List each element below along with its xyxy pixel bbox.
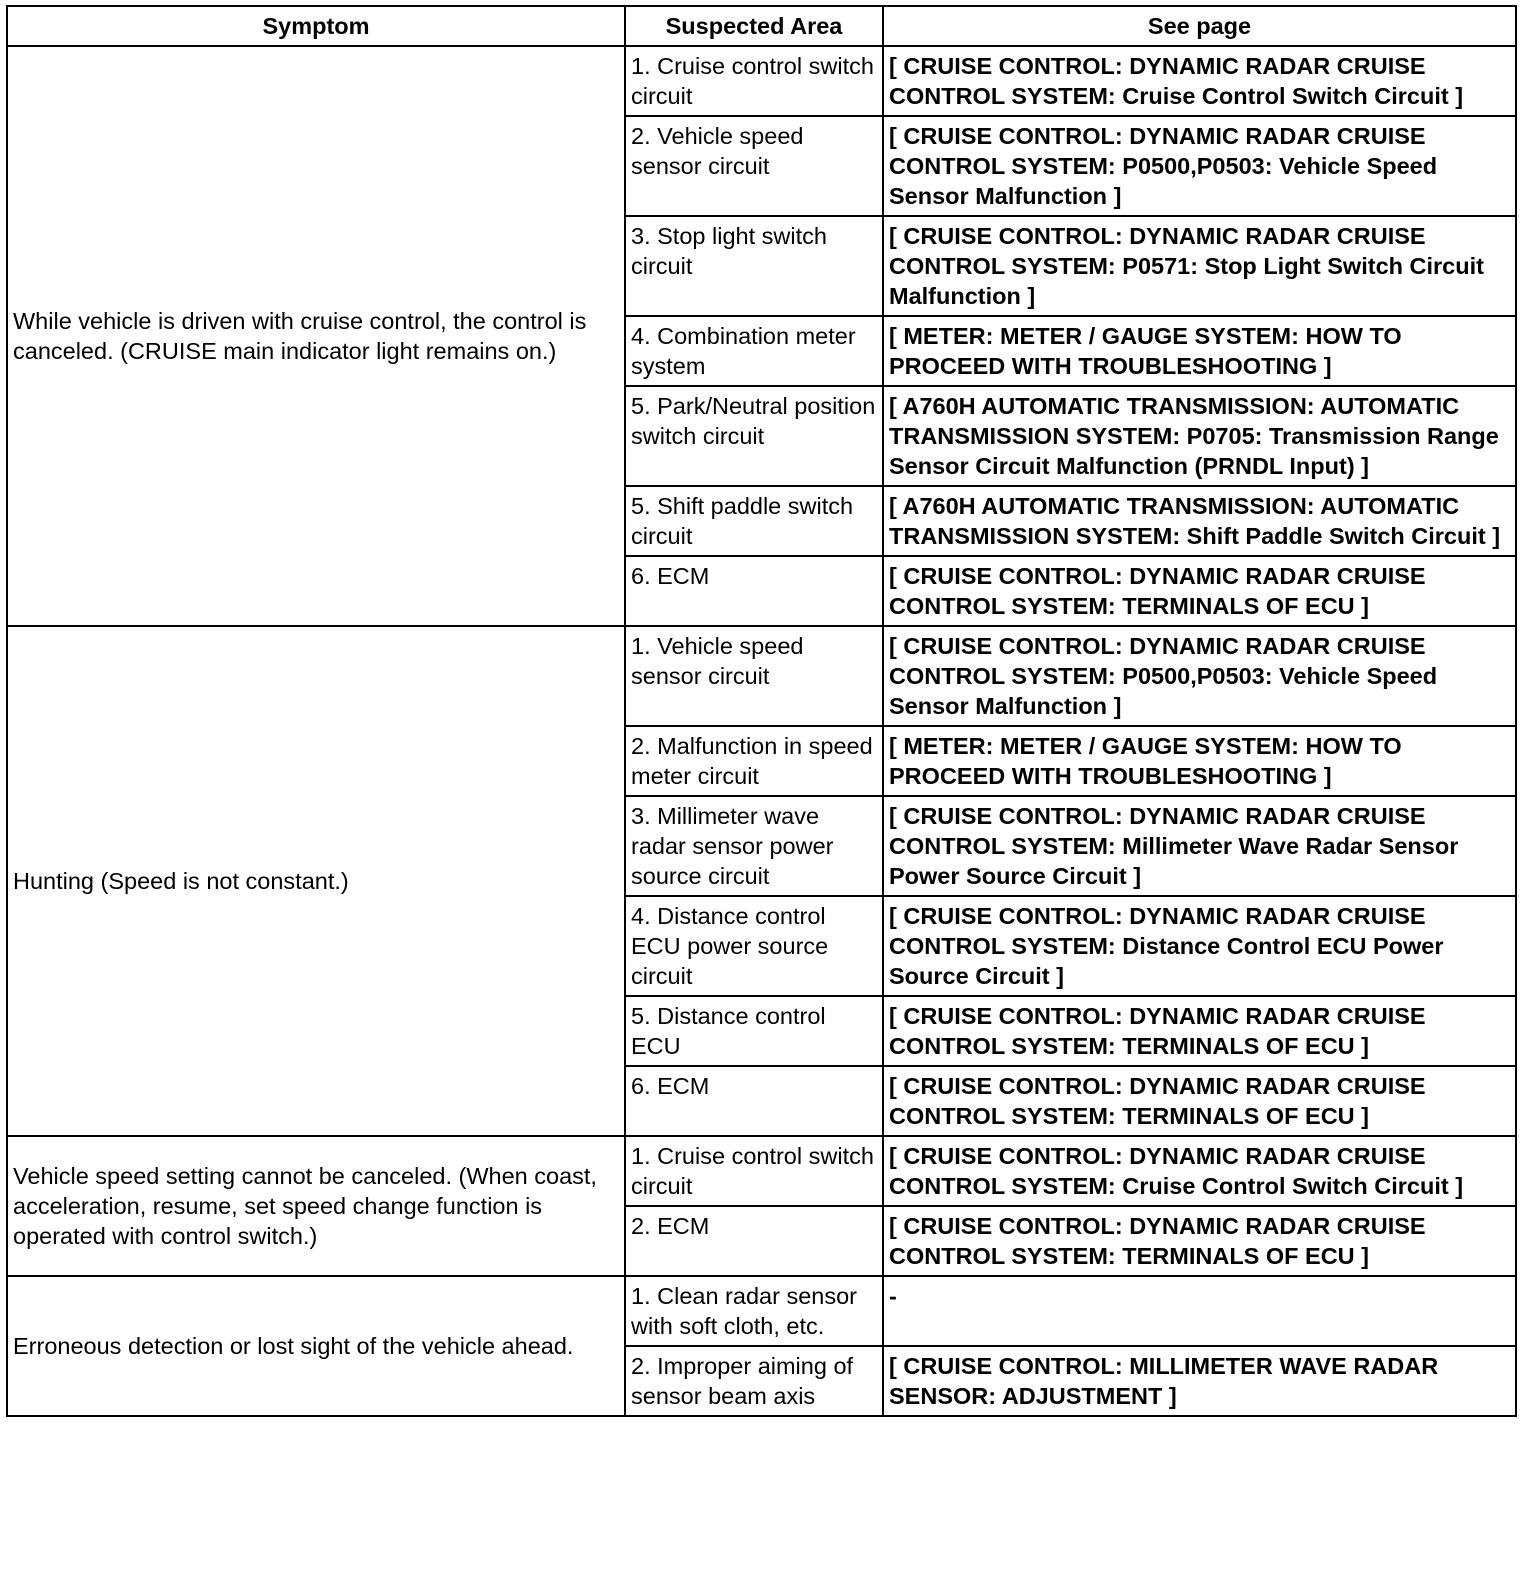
suspected-area-cell: 2. ECM — [625, 1206, 883, 1276]
symptom-cell: Erroneous detection or lost sight of the vehicle ahead. — [7, 1276, 625, 1416]
suspected-area-cell: 1. Vehicle speed sensor circuit — [625, 626, 883, 726]
header-see-page: See page — [883, 6, 1516, 46]
table-row — [7, 1276, 1516, 1346]
table-row — [7, 626, 1516, 726]
see-page-link[interactable]: [ CRUISE CONTROL: DYNAMIC RADAR CRUISE CONTROL SYSTEM: P0500,P0503: Vehicle Speed Sensor Malfunction ] — [883, 626, 1516, 726]
suspected-area-cell: 3. Stop light switch circuit — [625, 216, 883, 316]
see-page-link[interactable]: [ METER: METER / GAUGE SYSTEM: HOW TO PROCEED WITH TROUBLESHOOTING ] — [883, 726, 1516, 796]
header-row — [7, 6, 1516, 46]
see-page-link[interactable]: [ A760H AUTOMATIC TRANSMISSION: AUTOMATIC TRANSMISSION SYSTEM: P0705: Transmission Range Sensor Circuit Malfunction (PRNDL Input) ] — [883, 386, 1516, 486]
symptom-cell: Hunting (Speed is not constant.) — [7, 626, 625, 1136]
suspected-area-cell: 2. Malfunction in speed meter circuit — [625, 726, 883, 796]
suspected-area-cell: 6. ECM — [625, 1066, 883, 1136]
see-page-link[interactable]: [ CRUISE CONTROL: MILLIMETER WAVE RADAR SENSOR: ADJUSTMENT ] — [883, 1346, 1516, 1416]
see-page-link[interactable]: [ CRUISE CONTROL: DYNAMIC RADAR CRUISE CONTROL SYSTEM: TERMINALS OF ECU ] — [883, 996, 1516, 1066]
see-page-link[interactable]: [ CRUISE CONTROL: DYNAMIC RADAR CRUISE CONTROL SYSTEM: Cruise Control Switch Circuit ] — [883, 1136, 1516, 1206]
symptom-cell: Vehicle speed setting cannot be canceled. (When coast, acceleration, resume, set speed change function is operated with control switch.) — [7, 1136, 625, 1276]
see-page-link[interactable]: [ CRUISE CONTROL: DYNAMIC RADAR CRUISE CONTROL SYSTEM: TERMINALS OF ECU ] — [883, 1206, 1516, 1276]
header-symptom: Symptom — [7, 6, 625, 46]
see-page-link[interactable]: [ CRUISE CONTROL: DYNAMIC RADAR CRUISE CONTROL SYSTEM: P0571: Stop Light Switch Circuit Malfunction ] — [883, 216, 1516, 316]
table-row — [7, 46, 1516, 116]
symptom-cell: While vehicle is driven with cruise control, the control is canceled. (CRUISE main indicator light remains on.) — [7, 46, 625, 626]
see-page-link[interactable]: [ CRUISE CONTROL: DYNAMIC RADAR CRUISE CONTROL SYSTEM: Distance Control ECU Power Source Circuit ] — [883, 896, 1516, 996]
suspected-area-cell: 5. Distance control ECU — [625, 996, 883, 1066]
suspected-area-cell: 4. Distance control ECU power source circuit — [625, 896, 883, 996]
suspected-area-cell: 2. Vehicle speed sensor circuit — [625, 116, 883, 216]
see-page-link[interactable]: [ CRUISE CONTROL: DYNAMIC RADAR CRUISE CONTROL SYSTEM: P0500,P0503: Vehicle Speed Sensor Malfunction ] — [883, 116, 1516, 216]
suspected-area-cell: 6. ECM — [625, 556, 883, 626]
see-page-link[interactable]: [ A760H AUTOMATIC TRANSMISSION: AUTOMATIC TRANSMISSION SYSTEM: Shift Paddle Switch Circuit ] — [883, 486, 1516, 556]
troubleshooting-table — [6, 5, 1517, 1417]
suspected-area-cell: 1. Clean radar sensor with soft cloth, etc. — [625, 1276, 883, 1346]
table-row — [7, 1136, 1516, 1206]
suspected-area-cell: 1. Cruise control switch circuit — [625, 1136, 883, 1206]
suspected-area-cell: 3. Millimeter wave radar sensor power source circuit — [625, 796, 883, 896]
suspected-area-cell: 2. Improper aiming of sensor beam axis — [625, 1346, 883, 1416]
see-page-link[interactable]: [ CRUISE CONTROL: DYNAMIC RADAR CRUISE CONTROL SYSTEM: Cruise Control Switch Circuit ] — [883, 46, 1516, 116]
suspected-area-cell: 5. Shift paddle switch circuit — [625, 486, 883, 556]
see-page-link[interactable]: [ METER: METER / GAUGE SYSTEM: HOW TO PROCEED WITH TROUBLESHOOTING ] — [883, 316, 1516, 386]
see-page-link: - — [883, 1276, 1516, 1346]
see-page-link[interactable]: [ CRUISE CONTROL: DYNAMIC RADAR CRUISE CONTROL SYSTEM: TERMINALS OF ECU ] — [883, 556, 1516, 626]
suspected-area-cell: 5. Park/Neutral position switch circuit — [625, 386, 883, 486]
see-page-link[interactable]: [ CRUISE CONTROL: DYNAMIC RADAR CRUISE CONTROL SYSTEM: TERMINALS OF ECU ] — [883, 1066, 1516, 1136]
see-page-link[interactable]: [ CRUISE CONTROL: DYNAMIC RADAR CRUISE CONTROL SYSTEM: Millimeter Wave Radar Sensor Power Source Circuit ] — [883, 796, 1516, 896]
header-suspected-area: Suspected Area — [625, 6, 883, 46]
suspected-area-cell: 1. Cruise control switch circuit — [625, 46, 883, 116]
suspected-area-cell: 4. Combination meter system — [625, 316, 883, 386]
